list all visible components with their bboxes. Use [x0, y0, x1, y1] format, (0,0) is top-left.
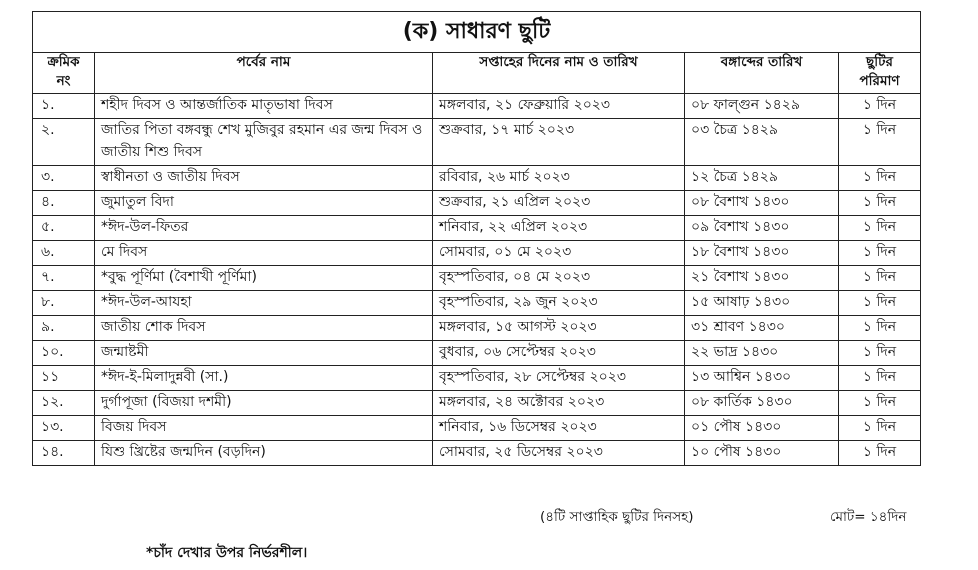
cell-bangla-date: ৩১ শ্রাবণ ১৪৩০: [685, 316, 839, 341]
cell-name: *বুদ্ধ পূর্ণিমা (বৈশাখী পূর্ণিমা): [95, 266, 433, 291]
cell-serial: ৬.: [33, 241, 95, 266]
table-row: [33, 291, 921, 316]
total-days: মোট= ১৪দিন: [830, 509, 907, 525]
cell-serial: ৩.: [33, 166, 95, 191]
cell-weekday-date: মঙ্গলবার, ১৫ আগস্ট ২০২৩: [433, 316, 685, 341]
cell-serial: ৭.: [33, 266, 95, 291]
cell-weekday-date: মঙ্গলবার, ২১ ফেব্রুয়ারি ২০২৩: [433, 94, 685, 119]
cell-name: *ঈদ-ই-মিলাদুন্নবী (সা.): [95, 366, 433, 391]
cell-amount: ১ দিন: [839, 391, 921, 416]
cell-name: *ঈদ-উল-ফিতর: [95, 216, 433, 241]
cell-weekday-date: সোমবার, ০১ মে ২০২৩: [433, 241, 685, 266]
cell-bangla-date: ২১ বৈশাখ ১৪৩০: [685, 266, 839, 291]
cell-amount: ১ দিন: [839, 266, 921, 291]
moon-sighting-note: *চাঁদ দেখার উপর নির্ভরশীল।: [146, 545, 308, 561]
cell-name: দুর্গাপূজা (বিজয়া দশমী): [95, 391, 433, 416]
cell-name: মে দিবস: [95, 241, 433, 266]
cell-name: স্বাধীনতা ও জাতীয় দিবস: [95, 166, 433, 191]
cell-weekday-date: শুক্রবার, ১৭ মার্চ ২০২৩: [433, 119, 685, 166]
cell-weekday-date: বৃহস্পতিবার, ২৮ সেপ্টেম্বর ২০২৩: [433, 366, 685, 391]
cell-amount: ১ দিন: [839, 291, 921, 316]
cell-name: *ঈদ-উল-আযহা: [95, 291, 433, 316]
table-row: [33, 266, 921, 291]
cell-amount: ১ দিন: [839, 119, 921, 166]
cell-serial: ১০.: [33, 341, 95, 366]
cell-weekday-date: শুক্রবার, ২১ এপ্রিল ২০২৩: [433, 191, 685, 216]
header-row: [33, 53, 921, 94]
table-row: [33, 416, 921, 441]
table-row: [33, 441, 921, 466]
cell-bangla-date: ১৩ আশ্বিন ১৪৩০: [685, 366, 839, 391]
cell-serial: ১৪.: [33, 441, 95, 466]
cell-serial: ৮.: [33, 291, 95, 316]
cell-bangla-date: ০৯ বৈশাখ ১৪৩০: [685, 216, 839, 241]
cell-serial: ৫.: [33, 216, 95, 241]
cell-weekday-date: রবিবার, ২৬ মার্চ ২০২৩: [433, 166, 685, 191]
cell-bangla-date: ০১ পৌষ ১৪৩০: [685, 416, 839, 441]
cell-amount: ১ দিন: [839, 166, 921, 191]
table-row: [33, 166, 921, 191]
cell-weekday-date: শনিবার, ২২ এপ্রিল ২০২৩: [433, 216, 685, 241]
cell-bangla-date: ১৮ বৈশাখ ১৪৩০: [685, 241, 839, 266]
table-row: [33, 119, 921, 166]
header-amount: ছুটির পরিমাণ: [839, 53, 921, 94]
header-name: পর্বের নাম: [95, 53, 433, 94]
cell-bangla-date: ১২ চৈত্র ১৪২৯: [685, 166, 839, 191]
cell-serial: ১.: [33, 94, 95, 119]
general-holiday-table: [32, 11, 921, 466]
cell-name: জন্মাষ্টমী: [95, 341, 433, 366]
table-row: [33, 191, 921, 216]
cell-serial: ১১: [33, 366, 95, 391]
table-row: [33, 341, 921, 366]
cell-serial: ৪.: [33, 191, 95, 216]
cell-name: শহীদ দিবস ও আন্তর্জাতিক মাতৃভাষা দিবস: [95, 94, 433, 119]
cell-weekday-date: শনিবার, ১৬ ডিসেম্বর ২০২৩: [433, 416, 685, 441]
table-row: [33, 241, 921, 266]
cell-amount: ১ দিন: [839, 366, 921, 391]
cell-bangla-date: ২২ ভাদ্র ১৪৩০: [685, 341, 839, 366]
table-row: [33, 366, 921, 391]
cell-serial: ৯.: [33, 316, 95, 341]
cell-name: জুমাতুল বিদা: [95, 191, 433, 216]
cell-bangla-date: ১০ পৌষ ১৪৩০: [685, 441, 839, 466]
table-row: [33, 316, 921, 341]
cell-name: যিশু খ্রিষ্টের জন্মদিন (বড়দিন): [95, 441, 433, 466]
cell-serial: ১৩.: [33, 416, 95, 441]
header-bangla-date: বঙ্গাব্দের তারিখ: [685, 53, 839, 94]
table-row: [33, 216, 921, 241]
cell-name: বিজয় দিবস: [95, 416, 433, 441]
cell-name: জাতীয় শোক দিবস: [95, 316, 433, 341]
header-weekday-date: সপ্তাহের দিনের নাম ও তারিখ: [433, 53, 685, 94]
cell-weekday-date: বুধবার, ০৬ সেপ্টেম্বর ২০২৩: [433, 341, 685, 366]
cell-amount: ১ দিন: [839, 216, 921, 241]
cell-bangla-date: ০৩ চৈত্র ১৪২৯: [685, 119, 839, 166]
cell-weekday-date: সোমবার, ২৫ ডিসেম্বর ২০২৩: [433, 441, 685, 466]
table-footer: [32, 506, 920, 526]
header-serial: ক্রমিক নং: [33, 53, 95, 94]
cell-serial: ১২.: [33, 391, 95, 416]
table-title: (ক) সাধারণ ছুটি: [33, 12, 921, 53]
cell-bangla-date: ০৮ বৈশাখ ১৪৩০: [685, 191, 839, 216]
cell-name: জাতির পিতা বঙ্গবন্ধু শেখ মুজিবুর রহমান এর জন্ম দিবস ও জাতীয় শিশু দিবস: [95, 119, 433, 166]
cell-amount: ১ দিন: [839, 416, 921, 441]
table-row: [33, 94, 921, 119]
cell-amount: ১ দিন: [839, 441, 921, 466]
cell-amount: ১ দিন: [839, 241, 921, 266]
cell-amount: ১ দিন: [839, 316, 921, 341]
cell-amount: ১ দিন: [839, 341, 921, 366]
holiday-document: [32, 11, 920, 466]
cell-amount: ১ দিন: [839, 94, 921, 119]
weekly-holiday-note: (৪টি সাপ্তাহিক ছুটির দিনসহ): [540, 509, 694, 525]
cell-bangla-date: ০৮ কার্তিক ১৪৩০: [685, 391, 839, 416]
cell-bangla-date: ০৮ ফাল্গুন ১৪২৯: [685, 94, 839, 119]
cell-serial: ২.: [33, 119, 95, 166]
table-row: [33, 391, 921, 416]
cell-amount: ১ দিন: [839, 191, 921, 216]
cell-bangla-date: ১৫ আষাঢ় ১৪৩০: [685, 291, 839, 316]
cell-weekday-date: বৃহস্পতিবার, ২৯ জুন ২০২৩: [433, 291, 685, 316]
cell-weekday-date: বৃহস্পতিবার, ০৪ মে ২০২৩: [433, 266, 685, 291]
cell-weekday-date: মঙ্গলবার, ২৪ অক্টোবর ২০২৩: [433, 391, 685, 416]
